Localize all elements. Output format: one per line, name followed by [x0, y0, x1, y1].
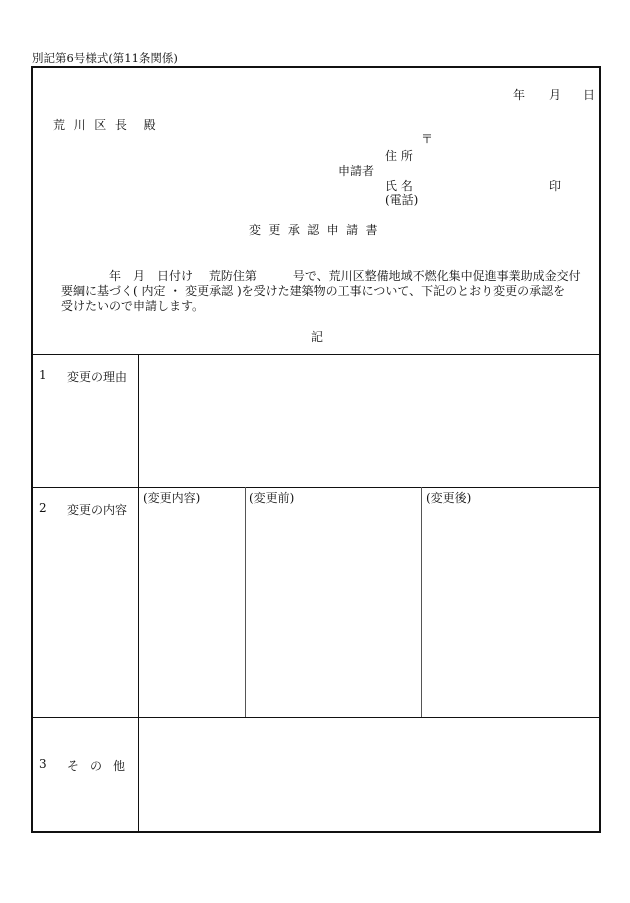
after-change-field[interactable]: [422, 504, 599, 716]
after-change-header: (変更後): [426, 491, 472, 505]
address-label: 住 所: [385, 149, 413, 163]
section-3-number: 3: [39, 757, 47, 771]
form-frame: [31, 66, 601, 833]
postal-mark: 〒: [421, 132, 434, 146]
before-change-field[interactable]: [246, 504, 420, 716]
name-label: 氏 名: [385, 179, 413, 193]
section-3-label: そ の 他: [67, 759, 129, 773]
before-change-header: (変更前): [249, 491, 295, 505]
reason-field[interactable]: [139, 355, 599, 487]
phone-label: (電話): [385, 193, 419, 207]
section-2-label: 変更の内容: [67, 503, 128, 517]
section-1-label: 変更の理由: [67, 370, 128, 384]
form-caption: 別記第6号様式(第11条関係): [32, 51, 178, 65]
body-line-1: 年 月 日付け 荒防住第 号で、荒川区整備地域不燃化集中促進事業助成金交付: [109, 269, 581, 283]
form-title: 変 更 承 認 申 請 書: [249, 223, 380, 237]
date-day-label: 日: [583, 88, 596, 102]
section-2-number: 2: [39, 501, 47, 515]
other-field[interactable]: [139, 718, 599, 831]
change-content-header: (変更内容): [143, 491, 201, 505]
applicant-label: 申請者: [338, 164, 375, 178]
seal-mark: 印: [549, 179, 562, 193]
body-line-2: 要綱に基づく( 内定 ・ 変更承認 )を受けた建築物の工事について、下記のとおり変更の承認を: [61, 284, 566, 298]
date-month-label: 月: [549, 88, 562, 102]
section-1-number: 1: [39, 368, 47, 382]
date-year-label: 年: [513, 88, 526, 102]
body-line-3: 受けたいので申請します。: [61, 299, 205, 313]
change-content-field[interactable]: [139, 504, 244, 716]
ki-heading: 記: [311, 330, 324, 344]
row-1-2-rule: [33, 487, 599, 488]
addressee: 荒 川 区 長 殿: [53, 118, 159, 132]
